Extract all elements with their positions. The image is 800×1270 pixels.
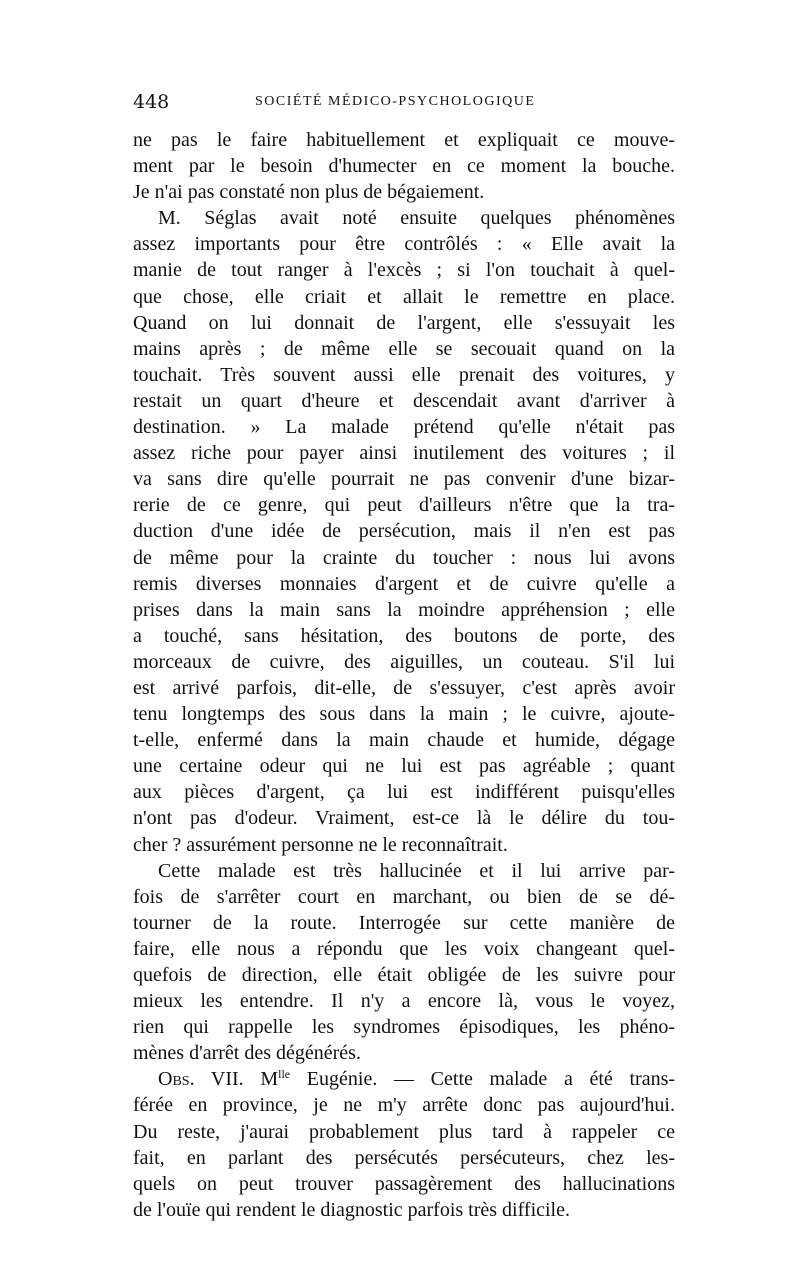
- text-line: tenu longtemps des sous dans la main ; le cuivre, ajoute-: [133, 703, 675, 726]
- text-line: férée en province, je ne m'y arrête donc pas aujourd'hui.: [133, 1094, 675, 1117]
- text-line: a touché, sans hésitation, des boutons de porte, des: [133, 624, 675, 647]
- text-line: Quand on lui donnait de l'argent, elle s'essuyait les: [133, 311, 675, 334]
- text-line: aux pièces d'argent, ça lui est indifférent puisqu'elles: [133, 781, 675, 804]
- text-line: Cette malade est très hallucinée et il lui arrive par-: [158, 859, 675, 882]
- text-line: que chose, elle criait et allait le remettre en place.: [133, 285, 675, 308]
- text-line: quels on peut trouver passagèrement des hallucinations: [133, 1172, 675, 1195]
- text-line: manie de tout ranger à l'excès ; si l'on touchait à quel-: [133, 259, 675, 282]
- text-line: cher ? assurément personne ne le reconnaîtrait.: [133, 833, 508, 856]
- text-line: faire, elle nous a répondu que les voix changeant quel-: [133, 937, 675, 960]
- text-line: remis diverses monnaies d'argent et de cuivre qu'elle a: [133, 572, 675, 595]
- text-line: ne pas le faire habituellement et expliquait ce mouve-: [133, 129, 675, 151]
- text-line: M. Séglas avait noté ensuite quelques phénomènes: [158, 207, 675, 230]
- page-number: 448: [133, 91, 170, 113]
- text-line: restait un quart d'heure et descendait avant d'arriver à: [133, 389, 675, 412]
- observation-heading-line: [133, 1066, 675, 1092]
- text-line: tourner de la route. Interrogée sur cette manière de: [133, 911, 675, 934]
- text-line: mains après ; de même elle se secouait quand on la: [133, 337, 675, 360]
- text-line: prises dans la main sans la moindre appréhension ; elle: [133, 598, 675, 621]
- text-line: duction d'une idée de persécution, mais il n'en est pas: [133, 520, 675, 543]
- text-line: assez riche pour payer ainsi inutilement des voitures ; il: [133, 442, 675, 465]
- obs-name: Eugénie. —: [306, 1068, 414, 1091]
- text-line: destination. » La malade prétend qu'elle n'était pas: [133, 416, 675, 439]
- text-line: fait, en parlant des persécutés persécuteurs, chez les-: [133, 1146, 675, 1169]
- text-line: fois de s'arrêter court en marchant, ou bien de se dé-: [133, 885, 675, 908]
- text-line: assez importants pour être contrôlés : « Elle avait la: [133, 233, 675, 256]
- text-line: va sans dire qu'elle pourrait ne pas convenir d'une bizar-: [133, 468, 675, 491]
- text-line-rest: Cette malade a été trans-: [430, 1068, 676, 1091]
- obs-title: M: [260, 1068, 279, 1091]
- text-line: t-elle, enfermé dans la main chaude et humide, dégage: [133, 729, 675, 752]
- obs-number: VII.: [210, 1068, 244, 1091]
- page-header: [133, 91, 673, 117]
- text-line: rien qui rappelle les syndromes épisodiques, les phéno-: [133, 1016, 675, 1039]
- text-line: de l'ouïe qui rendent le diagnostic parfois très difficile.: [133, 1198, 570, 1221]
- running-head: SOCIÉTÉ MÉDICO-PSYCHOLOGIQUE: [255, 94, 536, 109]
- text-line: ment par le besoin d'humecter en ce moment la bouche.: [133, 155, 675, 178]
- text-line: de même pour la crainte du toucher : nous lui avons: [133, 546, 675, 569]
- text-line: mènes d'arrêt des dégénérés.: [133, 1042, 361, 1065]
- body-text: [133, 127, 675, 1223]
- text-line: n'ont pas d'odeur. Vraiment, est-ce là le délire du tou-: [133, 807, 675, 830]
- text-line: rerie de ce genre, qui peut d'ailleurs n'être que la tra-: [133, 494, 675, 517]
- obs-title-sup: lle: [278, 1067, 291, 1082]
- text-line: touchait. Très souvent aussi elle prenait des voitures, y: [133, 363, 675, 386]
- text-line: mieux les entendre. Il n'y a encore là, vous le voyez,: [133, 990, 675, 1013]
- text-line: Je n'ai pas constaté non plus de bégaiement.: [133, 181, 485, 204]
- text-line: quefois de direction, elle était obligée de les suivre pour: [133, 964, 675, 986]
- obs-label: Obs.: [158, 1068, 195, 1091]
- text-line: morceaux de cuivre, des aiguilles, un couteau. S'il lui: [133, 650, 675, 673]
- text-line: une certaine odeur qui ne lui est pas agréable ; quant: [133, 755, 675, 778]
- text-line: est arrivé parfois, dit-elle, de s'essuyer, c'est après avoir: [133, 676, 675, 699]
- text-line: Du reste, j'aurai probablement plus tard à rappeler ce: [133, 1120, 675, 1143]
